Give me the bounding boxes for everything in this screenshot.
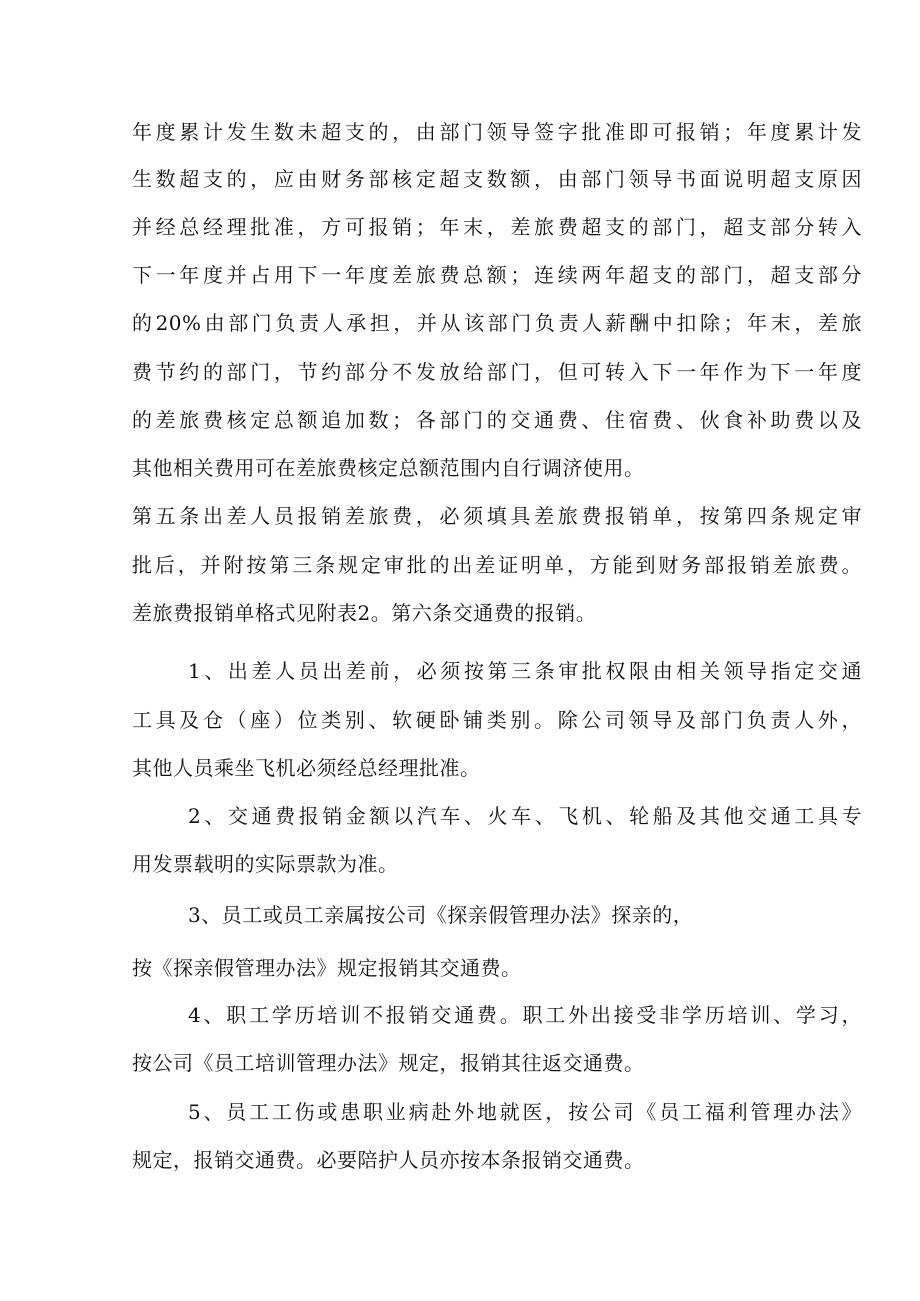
text-line: 差旅费报销单格式见附表2。第六条交通费的报销。	[132, 601, 597, 625]
text-line: 第五条出差人员报销差旅费，必须填具差旅费报销单，按第四条规定审	[132, 504, 862, 528]
text-line: 3、员工或员工亲属按公司《探亲假管理办法》探亲的，	[188, 903, 694, 927]
text-line: 5、员工工伤或患职业病赴外地就医，按公司《员工福利管理办法》	[188, 1100, 862, 1124]
text-line: 按公司《员工培训管理办法》规定，报销其往返交通费。	[132, 1051, 645, 1075]
text-line: 生数超支的，应由财务部核定超支数额，由部门领导书面说明超支原因	[132, 167, 862, 191]
text-line: 的差旅费核定总额追加数；各部门的交通费、住宿费、伙食补助费以及	[132, 408, 862, 432]
text-line: 的20%由部门负责人承担，并从该部门负责人薪酬中扣除；年末，差旅	[132, 311, 862, 335]
text-line: 规定，报销交通费。必要陪护人员亦按本条报销交通费。	[132, 1148, 645, 1172]
text-line: 其他人员乘坐飞机必须经总经理批准。	[132, 756, 481, 780]
text-line: 用发票载明的实际票款为准。	[132, 852, 399, 876]
text-line: 按《探亲假管理办法》规定报销其交通费。	[132, 956, 522, 980]
text-line: 1、出差人员出差前，必须按第三条审批权限由相关领导指定交通	[188, 659, 862, 683]
text-line: 其他相关费用可在差旅费核定总额范围内自行调济使用。	[132, 456, 645, 480]
text-line: 工具及仓（座）位类别、软硬卧铺类别。除公司领导及部门负责人外，	[132, 708, 862, 732]
text-line: 批后，并附按第三条规定审批的出差证明单，方能到财务部报销差旅费。	[132, 553, 862, 577]
text-line: 并经总经理批准，方可报销；年末，差旅费超支的部门，超支部分转入	[132, 215, 862, 239]
text-line: 年度累计发生数未超支的，由部门领导签字批准即可报销；年度累计发	[132, 120, 862, 144]
text-line: 4、职工学历培训不报销交通费。职工外出接受非学历培训、学习，	[188, 1003, 862, 1027]
text-line: 费节约的部门，节约部分不发放给部门，但可转入下一年作为下一年度	[132, 360, 862, 384]
text-line: 下一年度并占用下一年度差旅费总额；连续两年超支的部门，超支部分	[132, 263, 862, 287]
text-line: 2、交通费报销金额以汽车、火车、飞机、轮船及其他交通工具专	[188, 804, 862, 828]
